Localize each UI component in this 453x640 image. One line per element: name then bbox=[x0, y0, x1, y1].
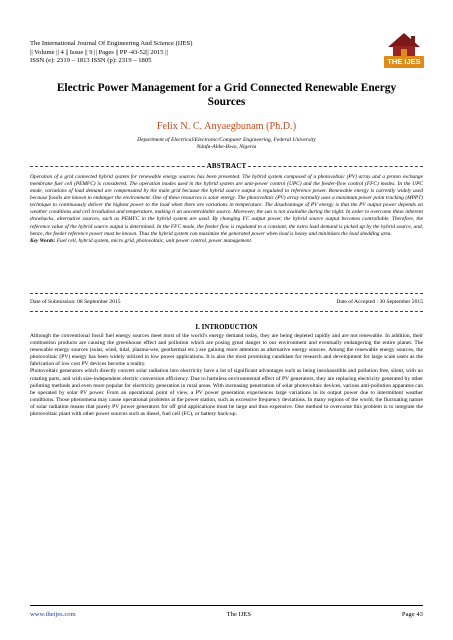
dates-bottom-divider bbox=[30, 308, 423, 314]
abstract-label: ABSTRACT bbox=[206, 162, 247, 170]
submission-date: Date of Submission: 08 September 2015 bbox=[30, 299, 121, 305]
journal-header bbox=[30, 40, 360, 66]
intro-paragraph-2: Photovoltaic generators which directly convert solar radiation into electricity have a lot of significant advantages such as being inexhaustible and pollution free, silent, with no rotating parts, and with size-independent electric conversion efficiency. Due to harmless environmental effect of PV generators, they are replacing electricity generated by other polluting methods and even more popular for electricity generation in rural areas. With increasing penetration of solar photovoltaic devices, various anti-pollution apparatus can be operated by solar PV power. From an operational point of view, a PV power generation experiences large variations in its output power due to intermittent weather conditions. Those phenomena may cause operational problems at the power station, such as excessive frequency deviations. In many regions of the world, the fluctuating nature of solar radiation means that purely PV power generators for off grid applications must be large and thus expensive. One method to overcome this problem is to integrate the photovoltaic plant with other power sources such as diesel, fuel cell (FC), or battery back-up. bbox=[30, 368, 423, 418]
page-footer bbox=[30, 611, 423, 618]
divider-dash bbox=[30, 311, 423, 312]
divider-dash-right bbox=[248, 166, 423, 167]
affiliation-line-2: Ndufu-Alike-Ikwo, Nigeria bbox=[196, 144, 257, 151]
section-heading-introduction: I. INTRODUCTION bbox=[195, 323, 258, 331]
keywords-text: Fuel cell, hybrid system, micro grid, photovoltaic, unit power control, power management. bbox=[56, 237, 253, 244]
abstract bbox=[30, 174, 423, 245]
journal-volume-info: || Volume || 4 || Issue || 9 || Pages || PP -43-52|| 2015 || bbox=[30, 48, 168, 56]
house-logo-icon bbox=[384, 31, 424, 57]
footer-page-number: Page 43 bbox=[401, 611, 423, 618]
divider-dash-left bbox=[30, 166, 205, 167]
journal-issn: ISSN (e): 2319 – 1813 ISSN (p): 2319 – 1805 bbox=[30, 57, 152, 65]
journal-name: The International Journal Of Engineering And Science (IJES) bbox=[30, 40, 193, 47]
affiliation-line-1: Department of Electrical/Electronic/Computer Engineering, Federal University bbox=[137, 137, 316, 143]
submission-dates bbox=[30, 299, 423, 305]
keywords bbox=[30, 238, 423, 245]
dates-top-divider bbox=[30, 290, 423, 296]
logo-text: THE IJES bbox=[384, 56, 424, 68]
divider-dash bbox=[30, 293, 423, 294]
footer-website-link[interactable]: www.theijes.com bbox=[30, 611, 76, 618]
footer-rule bbox=[30, 605, 423, 606]
accepted-date: Date of Accepted : 30 September 2015 bbox=[336, 299, 423, 305]
paper-title: Electric Power Management for a Grid Connected Renewable Energy Sources bbox=[56, 82, 397, 108]
paper-author: Felix N. C. Anyaegbunam (Ph.D.) bbox=[156, 121, 297, 132]
abstract-divider bbox=[30, 163, 423, 169]
intro-paragraph-1: Although the conventional fossil fuel energy sources meet most of the world’s energy demand today, they are being depleted rapidly and are not renewable. In addition, their combustion products are causing the greenhouse effect and pollution which are posing great danger to our environment and eventually endangering the entire planet. The renewable energy sources (solar, wind, tidal, plasma-wte, geothermal etc.) are gaining more attention as alternative energy sources. Among the renewable energy sources, the photovoltaic (PV) energy has been widely utilized in low power applications. It is also the most promising candidate for research and development for large scale users as the fabrication of low cost PV devices become a reality. bbox=[30, 333, 423, 368]
author-affiliation bbox=[40, 137, 413, 151]
journal-logo bbox=[384, 31, 424, 68]
footer-journal: The IJES bbox=[226, 611, 251, 618]
introduction-body bbox=[30, 333, 423, 418]
abstract-text: Operation of a grid connected hybrid system for renewable energy sources has been presented. The hybrid system composed of a photovoltaic (PV) array and a proton exchange membrane fuel cell (PEMFC) is considered. The operation modes used in the hybrid system are unit-power control (UPC) and the feeder-flow control (FFC) modes. In the UPC mode, variations of load demand are compensated by the main grid because the hybrid source output is regulated to reference power. Renewable energy is currently widely used because fossils are known to endanger the environment. One of these resources is solar energy. The photovoltaic (PV) array normally uses a maximum power point tracking (MPPT) technique to continuously deliver the highest power to the load when there are variations in temperature. The disadvantage of PV energy is that the PV output power depends on weather conditions and cell irradiation and temperature, making it an uncontrollable source. Moreover, the sun is not available during the night. In order to overcome these inherent drawbacks, alternative sources, such as PEMFC in the hybrid system are used. By changing FC output power, the hybrid source output becomes controllable. Therefore, the reference value of the hybrid source output is determined. In the FFC mode, the feeder flow is regulated to a constant, the extra load demand is picked up by the hybrid source, and, hence, the feeder reference power must be known. Thus the hybrid system can maximize the generated power when load is heavy and minimizes the load shedding area. bbox=[30, 174, 423, 237]
keywords-label: Key Words: bbox=[30, 237, 56, 244]
